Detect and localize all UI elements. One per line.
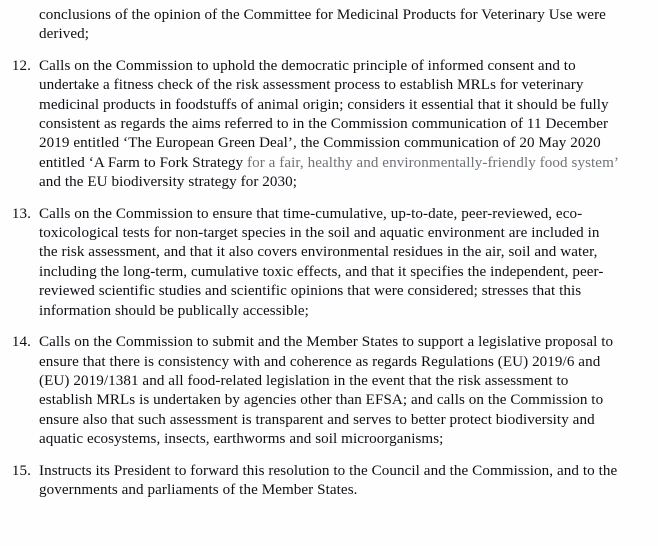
paragraph-spacer <box>0 45 658 57</box>
paragraph-spacer <box>0 321 658 333</box>
list-item-text-15: Instructs its President to forward this resolution to the Council and the Commission, and to the governments and parliaments of the Member States. <box>39 462 618 498</box>
list-item-12 <box>0 57 658 193</box>
list-item-number-13: 13. <box>11 205 31 222</box>
list-item-text-12-before: Calls on the Commission to uphold the democratic principle of informed consent and to undertake a fitness check of the risk assessment process to establish MRLs for veterinary medicinal products in foodstuffs of animal origin; considers it essential that it should be fully consistent as regards the aims referred to in the Commission communication of 11 December 2019 entitled ‘The European Green Deal’, the Commission communication of 20 May 2020 entitled ‘A Farm to Fork Strategy <box>39 57 609 171</box>
list-item-number-14: 14. <box>11 334 31 351</box>
list-item-text-13: Calls on the Commission to ensure that time-cumulative, up-to-date, peer-reviewed, eco-toxicological tests for non-target species in the soil and aquatic environment are included in the risk assessment, and that it also covers environmental residues in the air, soil and water, including the long-term, cumulative toxic effects, and that it specifies the independent, peer-reviewed scientific studies and scientific opinions that were considered; stresses that this information should be publically accessible; <box>39 205 604 319</box>
list-item-13 <box>0 205 658 321</box>
list-item-14 <box>0 333 658 449</box>
paragraph-continuation: conclusions of the opinion of the Committee for Medicinal Products for Veterinary Use were derived; <box>39 7 606 43</box>
list-item-number-12: 12. <box>11 57 31 74</box>
paragraph-spacer <box>0 193 658 205</box>
list-item-text-12-muted: for a fair, healthy and environmentally-friendly food system’ <box>246 154 618 171</box>
list-item-number-15: 15. <box>11 462 31 479</box>
document-body <box>0 6 658 500</box>
list-item-text-12-after: and the EU biodiversity strategy for 2030; <box>39 174 298 191</box>
list-item-text-14: Calls on the Commission to submit and the Member States to support a legislative proposal to ensure that there is consistency with and coherence as regards Regulations (EU) 2019/6 and (EU) 2019/1381 and all food-related legislation in the event that the risk assessment to establish MRLs is undertaken by agencies other than EFSA; and calls on the Commission to ensure also that such assessment is transparent and serves to better protect biodiversity and aquatic ecosystems, insects, earthworms and soil microorganisms; <box>39 334 614 448</box>
paragraph-spacer <box>0 450 658 462</box>
list-item-15 <box>0 462 658 501</box>
